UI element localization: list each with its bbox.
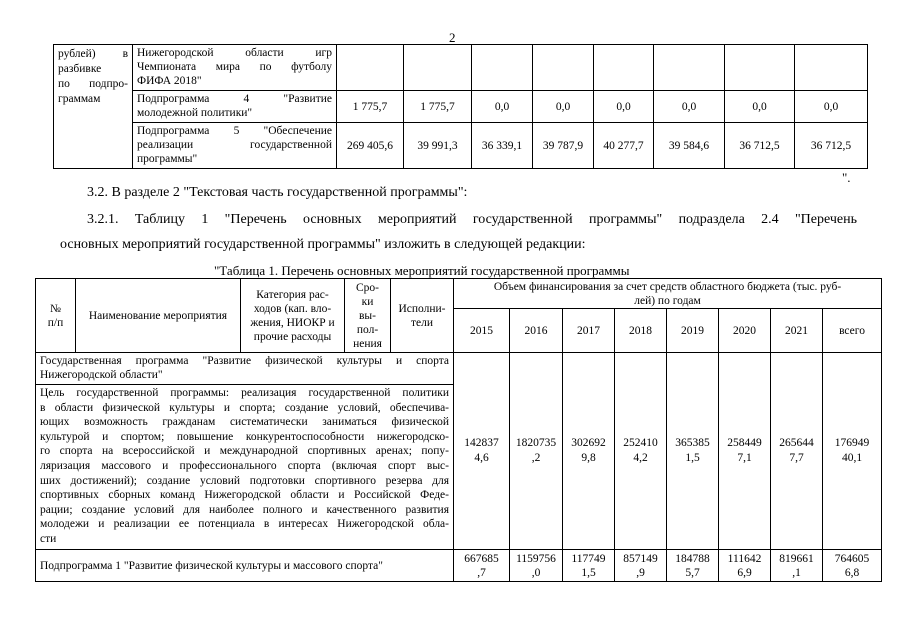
header-text: нения [353,337,382,350]
paragraph-3-2: 3.2. В разделе 2 "Текстовая часть государственной программы": [87,185,468,200]
value-part: 1159756 [516,552,556,565]
header-text: лей) по годам [634,294,701,307]
label-line: программы" [137,153,198,165]
header-text: пол- [356,323,379,336]
label-line: ФИФА 2018" [137,75,202,87]
label-line: Чемпионата мира по футболу [137,61,332,73]
program-value-2015 [454,353,510,550]
top-row-3-value: 36 712,5 [795,123,868,169]
header-text: п/п [47,316,64,329]
program-title-line: Нижегородской области" [40,369,163,381]
value-part: 7,1 [737,452,752,464]
top-row-3-value: 36 712,5 [725,123,795,169]
header-year: 2020 [719,309,771,353]
program-title-cell [36,353,454,385]
header-text: тели [410,316,434,329]
value-part: 1,5 [581,566,596,579]
header-year: 2019 [667,309,719,353]
goal-line: ющих возможность гражданам систематически заниматься физической [40,416,449,429]
header-terms [345,279,391,353]
value-part: 302692 [571,437,606,449]
top-row-2-value: 0,0 [533,91,594,123]
top-row-3-value: 39 584,6 [654,123,725,169]
goal-line: сти [40,532,57,545]
value-part: ,1 [792,566,801,579]
header-year: 2016 [510,309,563,353]
top-row-1-cell [337,45,404,91]
goal-line: культурой и спортом; повышение конкурентоспособности нижегородско- [40,430,449,443]
value-part: 111642 [727,552,762,565]
header-text: вы- [359,309,376,322]
top-table-left-label [54,45,133,169]
goal-line: спортивных сборных команд Нижегородской области и Российской Феде- [40,489,449,502]
value-part: ,7 [477,566,486,579]
value-part: 819661 [779,552,814,565]
label-line: Подпрограмма 5 "Обеспечение [137,125,332,137]
value-part: 667685 [464,552,499,565]
goal-line: ляризация массового и профессионального спорта (включая спорт выс- [40,459,449,472]
value-part: 252410 [623,437,658,449]
top-row-2-value: 1 775,7 [404,91,472,123]
top-row-2-value: 0,0 [654,91,725,123]
top-row-1-cell [654,45,725,91]
value-part: ,9 [636,566,645,579]
header-year: 2015 [454,309,510,353]
top-row-3-value: 40 277,7 [594,123,654,169]
table1 [35,278,882,582]
header-text: ки [361,295,374,308]
top-row-1-cell [795,45,868,91]
header-category [241,279,345,353]
top-row-3-value: 269 405,6 [337,123,404,169]
goal-line: ших достижений); создание условий подготовки спортивного резерва для [40,474,449,487]
top-row-1-label [133,45,337,91]
subprogram1-value-2017 [563,550,615,582]
top-row-3-label [133,123,337,169]
top-row-2-value: 0,0 [795,91,868,123]
value-part: 7,7 [789,452,804,464]
top-row-3-value: 36 339,1 [472,123,533,169]
value-part: ,2 [531,452,541,464]
header-name: Наименование мероприятия [76,279,241,353]
header-text: прочие расходы [253,330,332,343]
top-row-2-value: 1 775,7 [337,91,404,123]
value-part: 5,7 [685,566,700,579]
value-part: 4,6 [474,452,489,464]
value-part: 40,1 [841,452,863,464]
left-label-word: в [122,48,128,60]
program-value-2016 [510,353,563,550]
program-value-2019 [667,353,719,550]
goal-line: рации; создание условий для наиболее полного и качественного развития [40,503,449,516]
header-text: Категория рас- [256,288,329,301]
value-part: 142837 [464,437,499,449]
label-line: Нижегородской области игр [137,47,332,59]
page-number: 2 [449,30,456,45]
paragraph-3-2-1-line2: основных мероприятий государственной программы" изложить в следующей редакции: [60,237,586,252]
top-row-1-cell [533,45,594,91]
program-title-line: Государственная программа "Развитие физической культуры и спорта [40,355,449,367]
value-part: 4,2 [633,452,648,464]
header-funding [454,279,882,309]
goal-line: молодежи и реализации ее потенциала в интересах Нижегородской обла- [40,518,449,531]
value-part: 1820735 [515,437,557,449]
subprogram1-label: Подпрограмма 1 "Развитие физической культуры и массового спорта" [36,550,454,582]
paragraph-3-2-1-line1: 3.2.1. Таблицу 1 "Перечень основных мероприятий государственной программы" подраздела 2.4 "Перечень [87,212,857,227]
top-row-1-cell [725,45,795,91]
value-part: 9,8 [581,452,596,464]
left-label-word: граммам [58,93,101,105]
top-row-2-value: 0,0 [594,91,654,123]
value-part: ,0 [531,566,541,579]
program-value-2018 [615,353,667,550]
subprogram1-value-total [823,550,882,582]
value-part: 184788 [675,552,710,565]
label-line: молодежной политики" [137,107,253,119]
header-number [36,279,76,353]
header-year: всего [823,309,882,353]
value-part: 857149 [623,552,658,565]
value-part: 265644 [779,437,814,449]
left-label-word: разбивке [58,63,102,75]
header-text: Сро- [356,281,379,294]
top-row-3-value: 39 787,9 [533,123,594,169]
header-text: Объем финансирования за счет средств областного бюджета (тыс. руб- [493,280,842,293]
header-text: Исполни- [398,302,446,315]
top-table [53,44,868,169]
top-row-1-cell [594,45,654,91]
header-executors [391,279,454,353]
program-value-2021 [771,353,823,550]
closing-quote-mark: ". [842,170,851,185]
table1-caption: "Таблица 1. Перечень основных мероприятий государственной программы [214,263,630,278]
header-text: ходов (кап. вло- [253,302,332,315]
top-row-2-value: 0,0 [472,91,533,123]
value-part: 365385 [675,437,710,449]
subprogram1-value-2018 [615,550,667,582]
header-year: 2018 [615,309,667,353]
subprogram1-value-2020 [719,550,771,582]
program-value-2020 [719,353,771,550]
top-row-1-cell [404,45,472,91]
header-text: № [50,302,61,315]
program-goal-cell [36,385,454,550]
program-value-total [823,353,882,550]
header-text: жения, НИОКР и [250,316,335,329]
top-row-3-value: 39 991,3 [404,123,472,169]
subprogram1-value-2021 [771,550,823,582]
top-row-2-value: 0,0 [725,91,795,123]
subprogram1-value-2019 [667,550,719,582]
top-row-1-cell [472,45,533,91]
value-part: 117749 [571,552,606,565]
goal-line: го спорта на всероссийской и международной спортивных аренах; попу- [40,445,449,458]
subprogram1-value-2015 [454,550,510,582]
label-line: реализации государственной [137,139,332,151]
value-part: 176949 [834,437,870,449]
program-value-2017 [563,353,615,550]
goal-line: в области физической культуры и спорта; создание условий, обеспечива- [40,401,449,414]
label-line: Подпрограмма 4 "Развитие [137,93,332,105]
top-row-2-label [133,91,337,123]
header-year: 2021 [771,309,823,353]
value-part: 764605 [834,552,870,565]
left-label-word: по [58,78,70,90]
left-label-word: рублей) [58,48,96,60]
value-part: 6,9 [737,566,752,579]
header-year: 2017 [563,309,615,353]
subprogram1-value-2016 [510,550,563,582]
value-part: 1,5 [685,452,700,464]
goal-line: Цель государственной программы: реализация государственной политики [40,387,449,399]
value-part: 258449 [727,437,762,449]
value-part: 6,8 [844,566,860,579]
left-label-word: подпро- [89,78,128,90]
